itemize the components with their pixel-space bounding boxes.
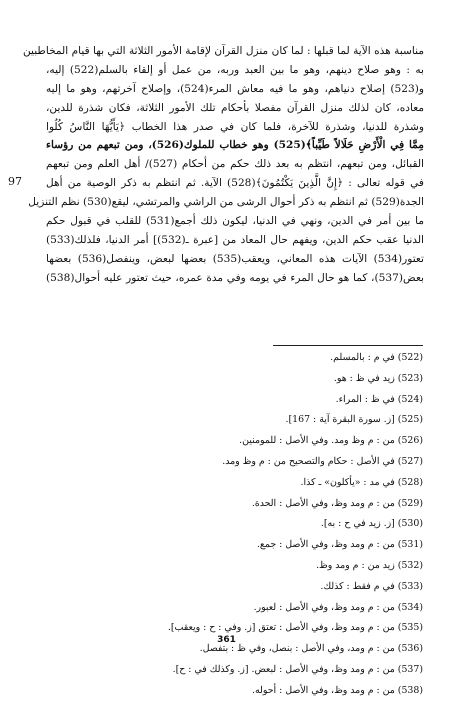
footnote-text: من : م ومد وظ، وفي الأصل : تعتق [ز. وفي : ح : ويعقب]. xyxy=(167,622,395,634)
manuscript-folio-marker: 97 xyxy=(8,175,22,188)
footnote xyxy=(33,410,423,431)
footnote-number: (532) xyxy=(397,559,423,571)
main-text-line: ما بين أمر في الدين، ونهي في الدنيا، ليكون ذلك أجمع(531) للقلب في قبول حكم xyxy=(46,215,424,228)
footnote-text: [ز. زيد في ح : به]. xyxy=(320,518,395,530)
footnote-text: في ظ : المراء. xyxy=(335,393,395,405)
footnote-number: (527) xyxy=(397,455,423,467)
footnote-number: (537) xyxy=(397,663,423,675)
main-text xyxy=(22,42,425,288)
footnote xyxy=(33,369,423,390)
footnotes xyxy=(33,348,423,702)
footnote xyxy=(33,431,423,452)
footnote-number: (536) xyxy=(397,643,423,655)
footnote xyxy=(33,577,423,598)
main-text-line: و(523) إصلاح دنياهم، وهو ما فيه معاش المرء(524)، وإصلاح آخرتهم، وهو ما إليه xyxy=(46,82,424,95)
main-text-line: وشذرة للدنيا، وشذرة للآخرة، فلما كان في صدر هذا الخطاب ﴿يَأَيُّهَا النَّاسُ كُلُوا xyxy=(46,120,424,133)
footnote-number: (526) xyxy=(397,435,423,447)
footnote xyxy=(33,473,423,494)
footnote-number: (530) xyxy=(397,518,423,530)
page-number: 361 xyxy=(217,635,236,645)
footnote xyxy=(33,494,423,515)
footnote-number: (523) xyxy=(397,372,423,384)
footnote-number: (531) xyxy=(397,539,423,551)
main-text-line: به : وهو صلاح دينهم، وهو ما بين العبد وربه، من عمل أو إلقاء بالسلم(522) إليه، xyxy=(46,63,425,76)
main-text-line: الجدة(529) ثم انتظم به ذكر أحوال الرشى من الراشي والمرتشي، ليقع(530) نظم التنزيل xyxy=(28,196,424,209)
footnote xyxy=(33,390,423,411)
footnote-text: في مد : «يأكلون» ـ كذا. xyxy=(300,476,395,488)
footnote-text: من : م ومد، وفي الأصل : بنصل، وفي ظ : بتفصل. xyxy=(199,643,395,655)
footnote-text: في م فقط : كذلك. xyxy=(320,580,395,592)
main-text-line: مِمَّا فِي الْأَرْضِ حَلَالاً طَيِّباً﴾(525) وهو خطاب للملوك(526)، ومن تبعهم من رؤساء xyxy=(46,139,424,152)
footnote xyxy=(33,598,423,619)
footnote-number: (529) xyxy=(397,497,423,509)
footnote-text: [ز. سورة البقرة آية : 167]. xyxy=(285,414,395,426)
footnote-text: في م : بالمسلم. xyxy=(330,352,395,363)
main-text-line: مناسبة هذه الآية لما قبلها : لما كان منزل القرآن لإقامة الأمور الثلاثة التي بها قيام المخاطبين xyxy=(22,45,424,57)
main-text-line: في قوله تعالى : ﴿إِنَّ الَّذِينَ يَكْتُمُونَ﴾(528) الآية. ثم انتظم به ذكر الوصية من أهل xyxy=(46,177,424,190)
footnote xyxy=(33,660,423,681)
main-text-line: الدنيا عقب حكم الدين، ويفهم حال المعاد من [عبرة ـ(532)] أمر الدنيا، فلذلك(533) xyxy=(46,233,425,246)
footnote-number: (535) xyxy=(397,622,423,634)
main-text-line: معاده، كان لذلك منزل القرآن مفصلا بأحكام تلك الأمور الثلاثة، فكان شذرة للدين، xyxy=(46,101,424,114)
footnote xyxy=(33,514,423,535)
footnote-text: من : م ومد وظ، وفي الأصل : جمع. xyxy=(256,539,395,551)
footnote-separator xyxy=(273,345,423,346)
footnote-text: من : م ومد وظ، وفي الأصل : أحوله. xyxy=(252,684,395,696)
footnote-number: (538) xyxy=(397,684,423,696)
footnote xyxy=(33,556,423,577)
footnote-number: (528) xyxy=(397,476,423,488)
footnote-text: من : م وظ ومد. وفي الأصل : للمومنين. xyxy=(239,435,395,447)
footnote-number: (525) xyxy=(397,414,423,426)
footnote xyxy=(33,535,423,556)
main-text-line: القبائل، ومن تبعهم، انتظم به بعد ذلك حكم من أحكام (527)/ أهل العلم ومن تبعهم xyxy=(46,158,424,171)
footnote-text: من : م ومد وظ، وفي الأصل : لبعض. [ز. وكذلك في : ح]. xyxy=(172,663,395,675)
footnote xyxy=(33,348,423,369)
footnote-number: (522) xyxy=(397,352,423,363)
footnote-text: من : م ومد وظ، وفي الأصل : لعبور. xyxy=(253,601,395,613)
footnote-text: من : م ومد وظ، وفي الأصل : الحدة. xyxy=(251,497,395,509)
main-text-line: تعتور(534) الآيات هذه المعاني، ويعقب(535) بعضها لبعض، وينفصل(536) بعضها xyxy=(46,252,424,265)
main-text-line: بعض(537)، كما هو حال المرء في يومه وفي مدة عمره، حيث تعتور عليه أحوال(538) xyxy=(46,271,424,284)
footnote-text: زيد من : م ومد وظ. xyxy=(316,559,395,571)
footnote-text: زيد في ظ : هو. xyxy=(333,372,395,384)
footnote-number: (533) xyxy=(397,580,423,592)
footnote-number: (534) xyxy=(397,601,423,613)
footnote xyxy=(33,681,423,702)
footnote-text: في الأصل : حكام والتصحيح من : م وظ ومد. xyxy=(222,455,395,467)
footnote xyxy=(33,452,423,473)
footnote-number: (524) xyxy=(397,393,423,405)
